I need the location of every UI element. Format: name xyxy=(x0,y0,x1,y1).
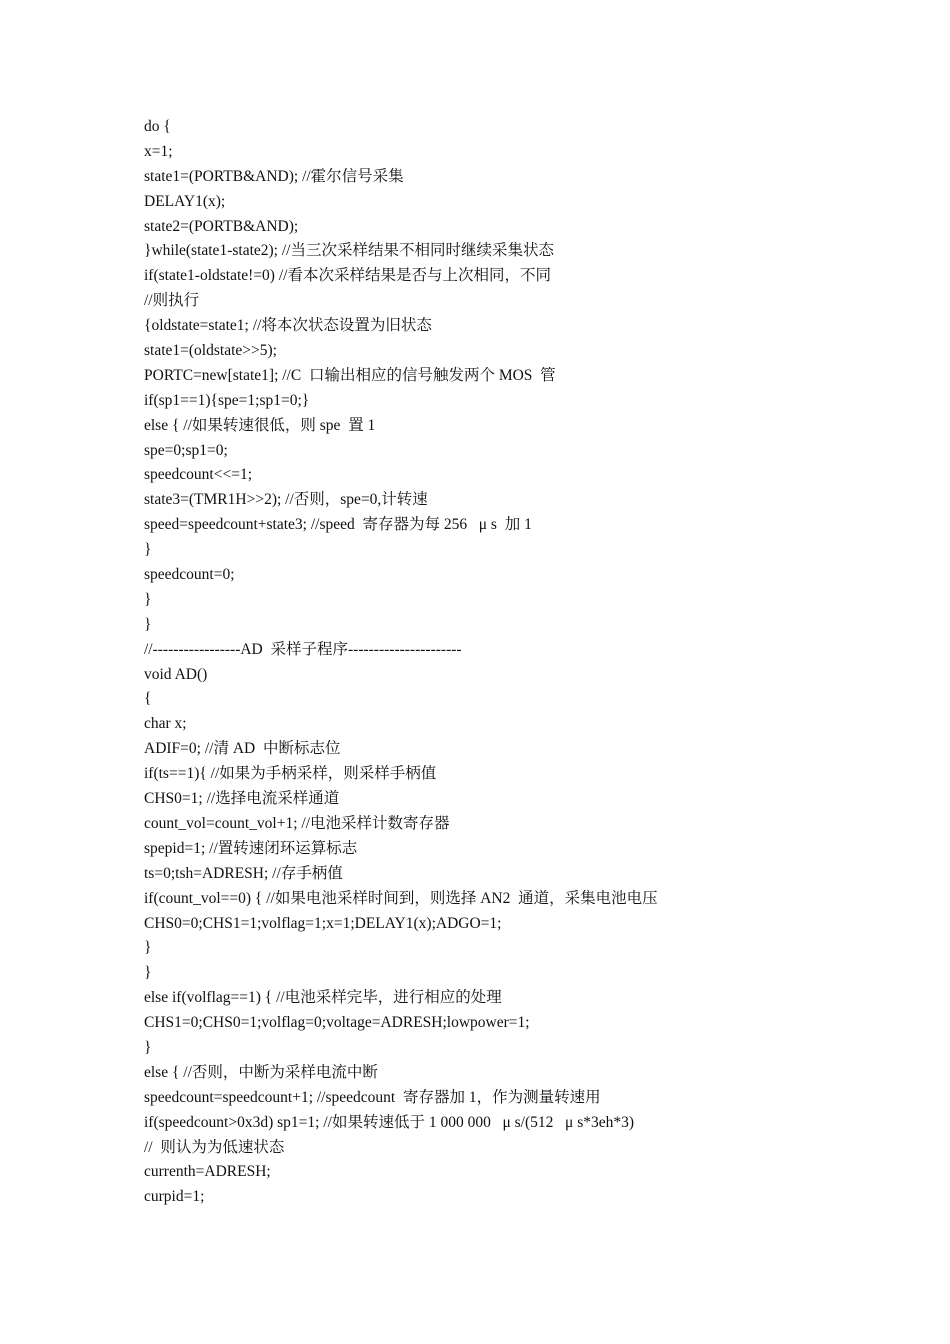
code-line: if(ts==1){ //如果为手柄采样，则采样手柄值 xyxy=(144,765,437,783)
code-line: CHS1=0;CHS0=1;volflag=0;voltage=ADRESH;lowpower=1; xyxy=(144,1014,530,1032)
code-line: { xyxy=(144,690,152,708)
code-line: PORTC=new[state1]; //C 口输出相应的信号触发两个 MOS 管 xyxy=(144,366,556,384)
code-line: }while(state1-state2); //当三次采样结果不相同时继续采集状态 xyxy=(144,242,554,260)
code-line: ts=0;tsh=ADRESH; //存手柄值 xyxy=(144,864,343,882)
code-listing xyxy=(144,115,904,1210)
code-line: do { xyxy=(144,118,171,135)
code-line: speed=speedcount+state3; //speed 寄存器为每 256 μ s 加 1 xyxy=(144,516,532,534)
code-line: state3=(TMR1H>>2); //否则，spe=0,计转速 xyxy=(144,491,428,509)
code-line: else { //否则，中断为采样电流中断 xyxy=(144,1063,378,1081)
code-line: DELAY1(x); xyxy=(144,192,226,210)
code-line: state1=(PORTB&AND); //霍尔信号采集 xyxy=(144,167,404,185)
code-line: } xyxy=(144,939,152,957)
code-line: speedcount=0; xyxy=(144,566,235,584)
code-line: x=1; xyxy=(144,142,173,160)
code-line: else { //如果转速很低，则 spe 置 1 xyxy=(144,416,376,434)
code-line: //则执行 xyxy=(144,292,200,310)
code-line: } xyxy=(144,541,152,559)
code-line: state2=(PORTB&AND); xyxy=(144,217,299,235)
code-line: void AD() xyxy=(144,665,208,683)
code-line: speedcount<<=1; xyxy=(144,466,253,484)
code-line: ADIF=0; //清 AD 中断标志位 xyxy=(144,740,341,758)
code-line: count_vol=count_vol+1; //电池采样计数寄存器 xyxy=(144,814,450,832)
code-line: // 则认为为低速状态 xyxy=(144,1138,285,1156)
code-line: } xyxy=(144,964,152,982)
code-line: //-----------------AD 采样子程序---------------------- xyxy=(144,640,462,658)
code-line: if(state1-oldstate!=0) //看本次采样结果是否与上次相同，不同 xyxy=(144,267,551,285)
code-line: } xyxy=(144,590,152,608)
code-line: if(sp1==1){spe=1;sp1=0;} xyxy=(144,391,310,409)
code-line: CHS0=0;CHS1=1;volflag=1;x=1;DELAY1(x);ADGO=1; xyxy=(144,914,502,932)
code-line: spepid=1; //置转速闭环运算标志 xyxy=(144,839,358,857)
code-line: {oldstate=state1; //将本次状态设置为旧状态 xyxy=(144,317,432,335)
code-line: else if(volflag==1) { //电池采样完毕，进行相应的处理 xyxy=(144,989,502,1007)
code-line: CHS0=1; //选择电流采样通道 xyxy=(144,790,340,808)
code-line: speedcount=speedcount+1; //speedcount 寄存器加 1，作为测量转速用 xyxy=(144,1088,601,1106)
code-line: spe=0;sp1=0; xyxy=(144,441,228,459)
code-line: if(speedcount>0x3d) sp1=1; //如果转速低于 1 000 000 μ s/(512 μ s*3eh*3) xyxy=(144,1113,635,1131)
code-line: char x; xyxy=(144,715,187,733)
code-line: currenth=ADRESH; xyxy=(144,1163,271,1181)
code-line: } xyxy=(144,1038,152,1056)
code-line: if(count_vol==0) { //如果电池采样时间到，则选择 AN2 通道，采集电池电压 xyxy=(144,889,658,907)
code-line: curpid=1; xyxy=(144,1188,205,1206)
code-line: state1=(oldstate>>5); xyxy=(144,342,277,360)
code-line: } xyxy=(144,615,152,633)
